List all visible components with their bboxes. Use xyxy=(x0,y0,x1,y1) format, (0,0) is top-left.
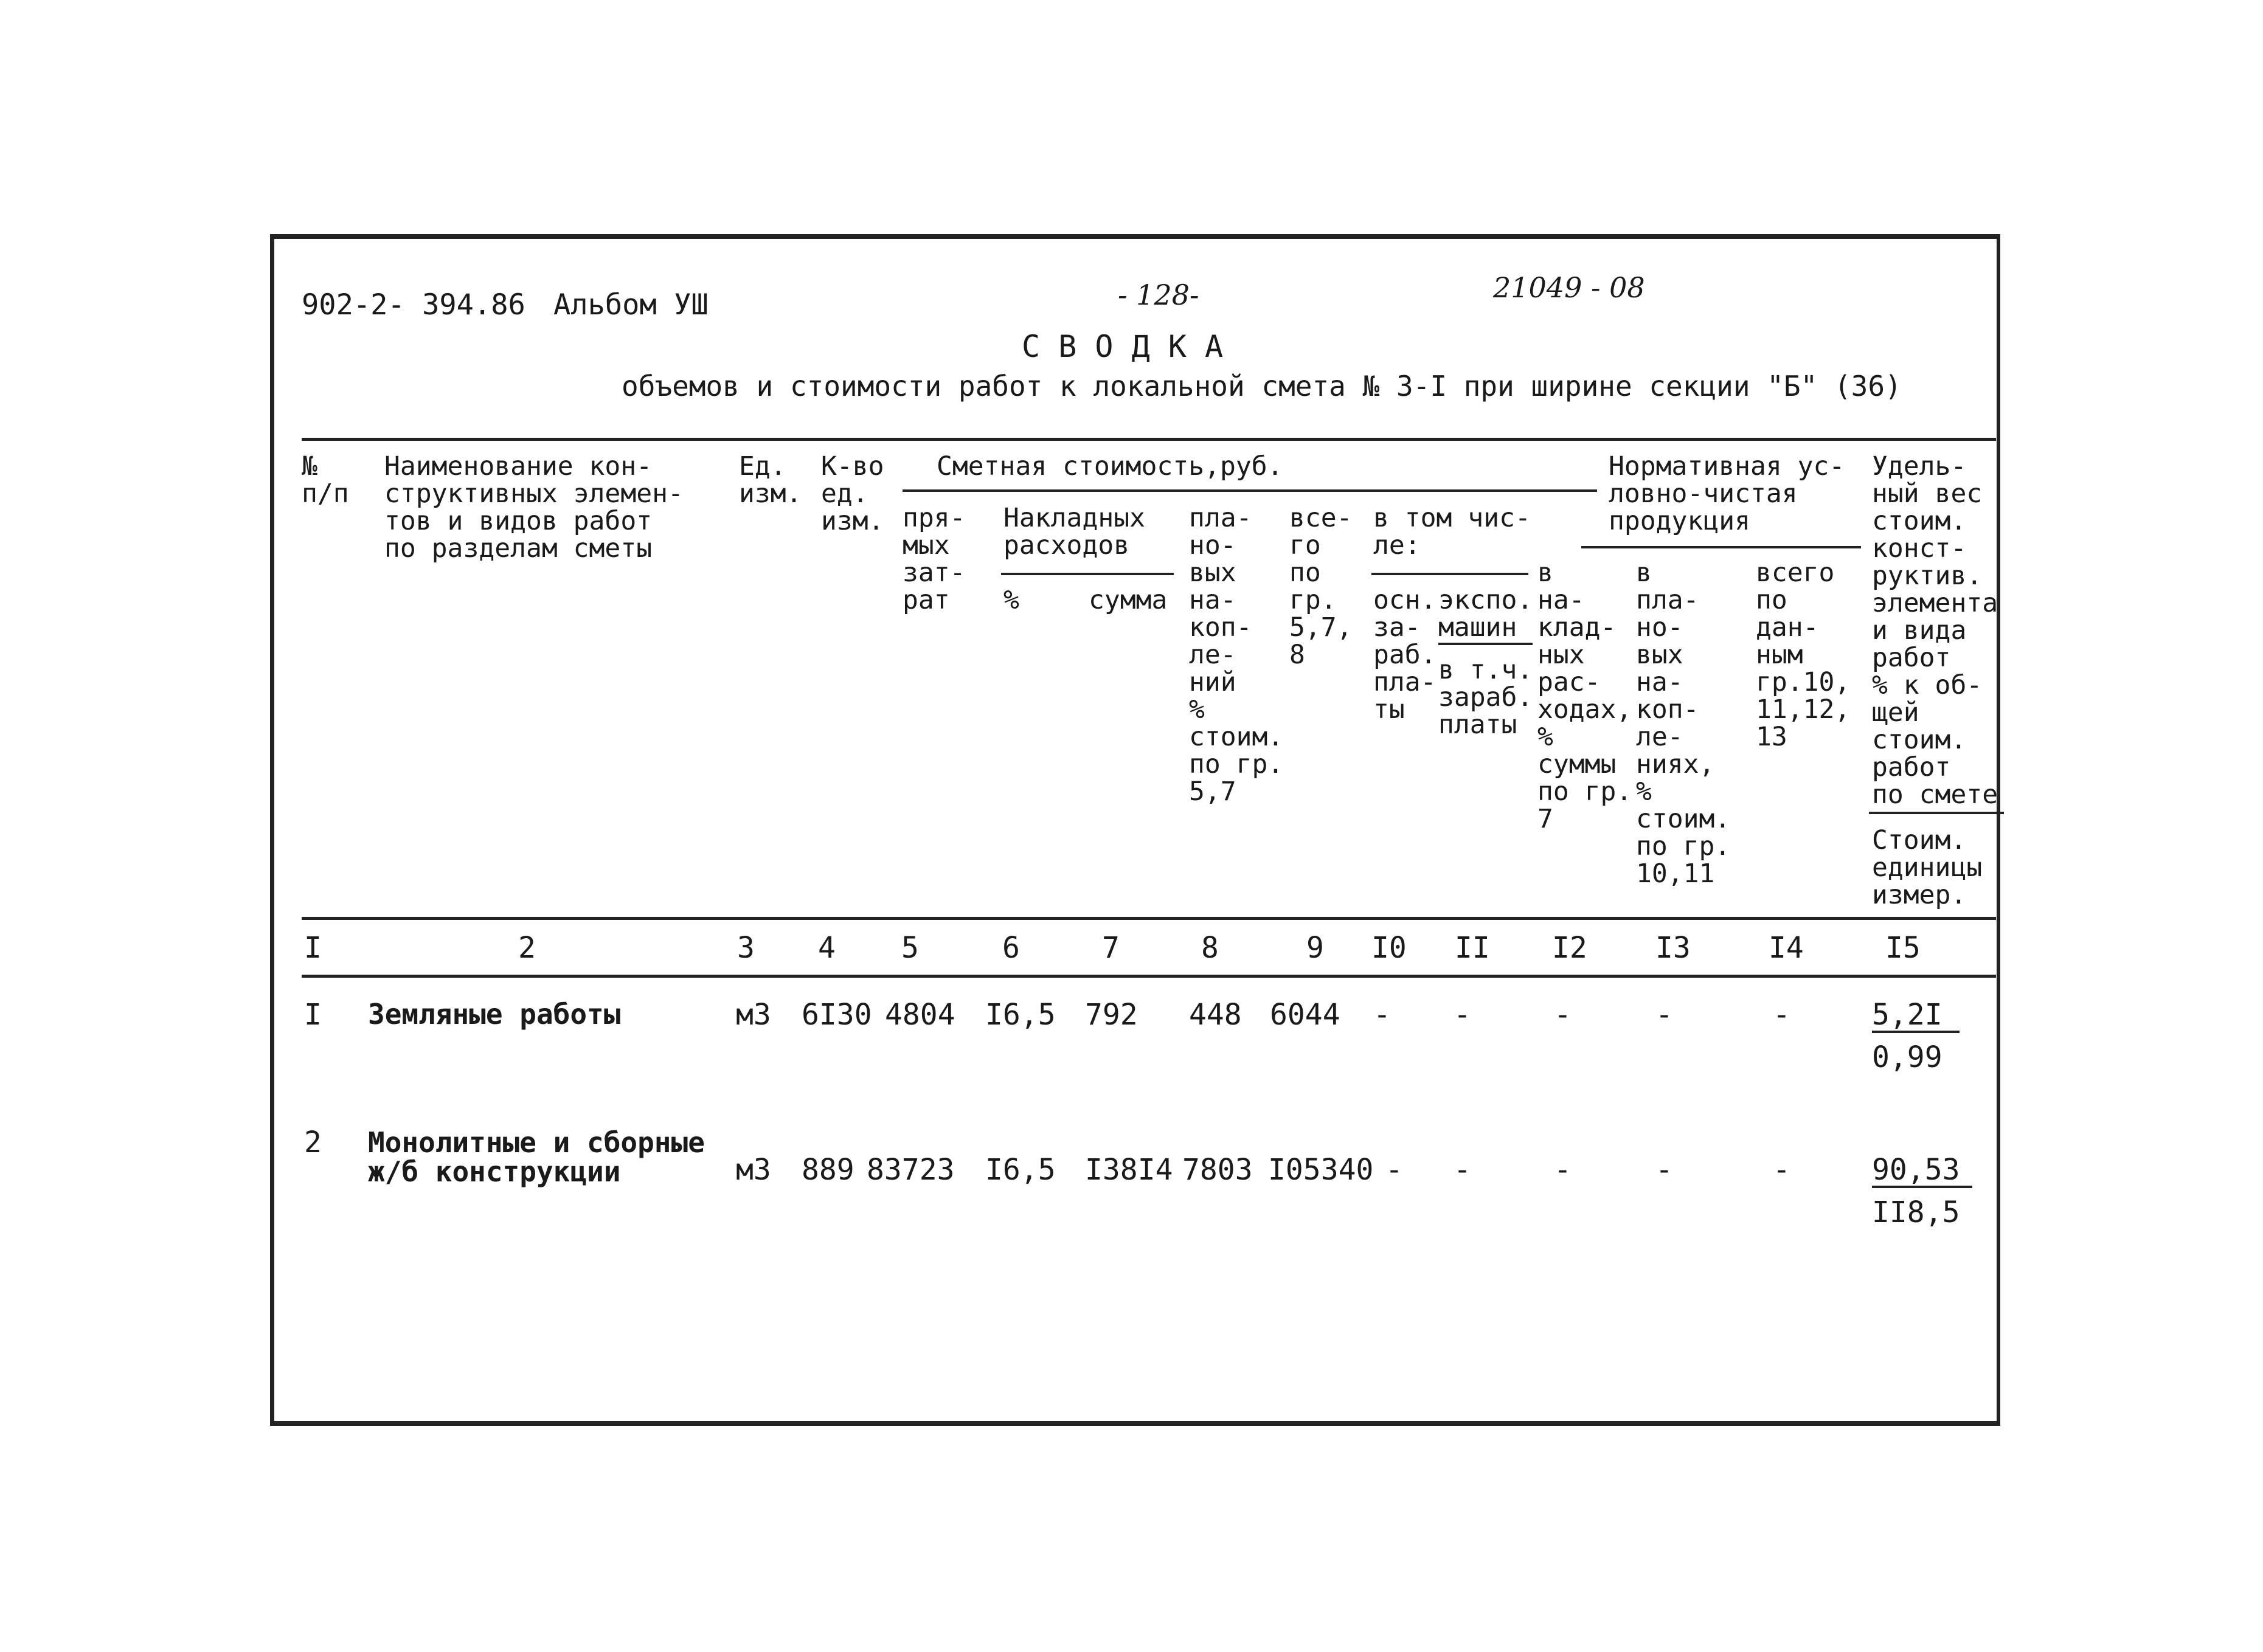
header-bottom-rule xyxy=(302,917,1996,920)
row-name: Монолитные и сборные ж/б конструкции xyxy=(368,1126,705,1188)
header-norm-group: Нормативная ус- ловно-чистая продукция xyxy=(1609,451,1845,536)
row-overhead-sum: 792 xyxy=(1085,998,1138,1032)
row-planned: 448 xyxy=(1189,998,1242,1032)
header-machines: экспо. машин xyxy=(1438,587,1533,645)
header-overhead-group: Накладных расходов xyxy=(1003,503,1145,561)
row-share: 90,53 xyxy=(1872,1155,1972,1188)
header-overhead-sum: сумма xyxy=(1089,585,1168,615)
colnum-5: 5 xyxy=(901,931,919,965)
colnum-14: I4 xyxy=(1769,931,1804,965)
row-total: 6044 xyxy=(1270,998,1340,1032)
colnum-13: I3 xyxy=(1655,931,1691,965)
row-overhead-sum: I38I4 xyxy=(1085,1153,1173,1187)
row-c13: - xyxy=(1655,998,1673,1032)
header-unit: Ед. изм. xyxy=(739,451,802,509)
row-c11: - xyxy=(1454,998,1471,1032)
colnum-2: 2 xyxy=(518,931,536,965)
incl-rule xyxy=(1371,573,1528,575)
table-top-rule xyxy=(302,438,1996,441)
header-name: Наименование кон- структивных элемен- тов и видов работ по разделам сметы xyxy=(384,451,684,564)
row-unit: м3 xyxy=(736,1153,771,1187)
row-unit-cost: 0,99 xyxy=(1872,1040,1942,1074)
document-number: 21049 - 08 xyxy=(1493,271,1645,304)
document-code: 902-2- 394.86 xyxy=(302,288,525,322)
row-overhead-pct: I6,5 xyxy=(985,1153,1056,1187)
colnum-1: I xyxy=(304,931,322,965)
row-unit: м3 xyxy=(736,998,771,1032)
cost-group-rule xyxy=(903,489,1597,492)
header-overhead-pct: % xyxy=(1003,585,1019,615)
document-subtitle: объемов и стоимости работ к локальной смета № 3-I при ширине секции "Б" (36) xyxy=(622,370,1902,403)
header-row-number: № п/п xyxy=(302,451,349,509)
header-norm-planned: в пла- но- вых на- коп- ле- ниях, % стоим. по гр. 10,11 xyxy=(1636,558,1731,889)
header-planned: пла- но- вых на- коп- ле- ний % стоим. по гр. 5,7 xyxy=(1189,503,1284,807)
row-c14: - xyxy=(1773,1153,1790,1187)
page-frame xyxy=(270,234,2000,1426)
colnum-4: 4 xyxy=(818,931,836,965)
colnum-3: 3 xyxy=(737,931,755,965)
row-c10: - xyxy=(1385,1153,1403,1187)
row-number: 2 xyxy=(304,1125,322,1160)
document-title: С В О Д К А xyxy=(1022,329,1224,364)
row-overhead-pct: I6,5 xyxy=(985,998,1056,1032)
overhead-rule xyxy=(1001,573,1174,575)
album-label: Альбом УШ xyxy=(553,288,709,322)
colnum-15: I5 xyxy=(1885,931,1921,965)
header-cost-group: Сметная стоимость,руб. xyxy=(937,451,1283,482)
row-direct: 4804 xyxy=(885,998,955,1032)
colnum-6: 6 xyxy=(1002,931,1020,965)
row-quantity: 6I30 xyxy=(802,998,872,1032)
norm-group-rule xyxy=(1581,546,1861,548)
row-planned: 7803 xyxy=(1182,1153,1253,1187)
row-c11: - xyxy=(1454,1153,1471,1187)
header-norm-total: всего по дан- ным гр.10, 11,12, 13 xyxy=(1756,558,1851,752)
row-quantity: 889 xyxy=(802,1153,854,1187)
colnum-12: I2 xyxy=(1552,931,1587,965)
colnum-8: 8 xyxy=(1201,931,1219,965)
row-name: Земляные работы xyxy=(368,998,621,1031)
colnum-10: I0 xyxy=(1371,931,1407,965)
header-norm-overhead: в на- клад- ных рас- ходах, % суммы по гр. 7 xyxy=(1537,558,1632,834)
share-divider-rule xyxy=(1869,812,2004,814)
header-unit-cost: Стоим. единицы измер. xyxy=(1872,825,1983,910)
row-unit-cost: II8,5 xyxy=(1872,1195,1960,1229)
header-total: все- го по гр. 5,7, 8 xyxy=(1289,503,1353,670)
colnum-7: 7 xyxy=(1102,931,1120,965)
header-machines-wage: в т.ч. зараб. платы xyxy=(1438,655,1533,740)
page-number: - 128- xyxy=(1118,278,1199,311)
header-incl-group: в том чис- ле: xyxy=(1373,503,1531,561)
colnum-9: 9 xyxy=(1306,931,1324,965)
row-number: I xyxy=(304,998,322,1032)
row-share: 5,2I xyxy=(1872,1000,1960,1033)
row-direct: 83723 xyxy=(867,1153,955,1187)
col-number-rule xyxy=(302,975,1996,978)
header-direct: пря- мых зат- рат xyxy=(903,503,966,615)
row-c10: - xyxy=(1373,998,1391,1032)
header-share: Удель- ный вес стоим. конст- руктив. элемента и вида работ % к об- щей стоим. работ по смете xyxy=(1872,451,1998,810)
header-quantity: К-во ед. изм. xyxy=(821,451,884,536)
colnum-11: II xyxy=(1455,931,1490,965)
row-c12: - xyxy=(1554,1153,1572,1187)
header-base-wage: осн. за- раб. пла- ты xyxy=(1373,585,1436,725)
row-c14: - xyxy=(1773,998,1790,1032)
row-c13: - xyxy=(1655,1153,1673,1187)
row-total: I05340 xyxy=(1268,1153,1374,1187)
row-c12: - xyxy=(1554,998,1572,1032)
